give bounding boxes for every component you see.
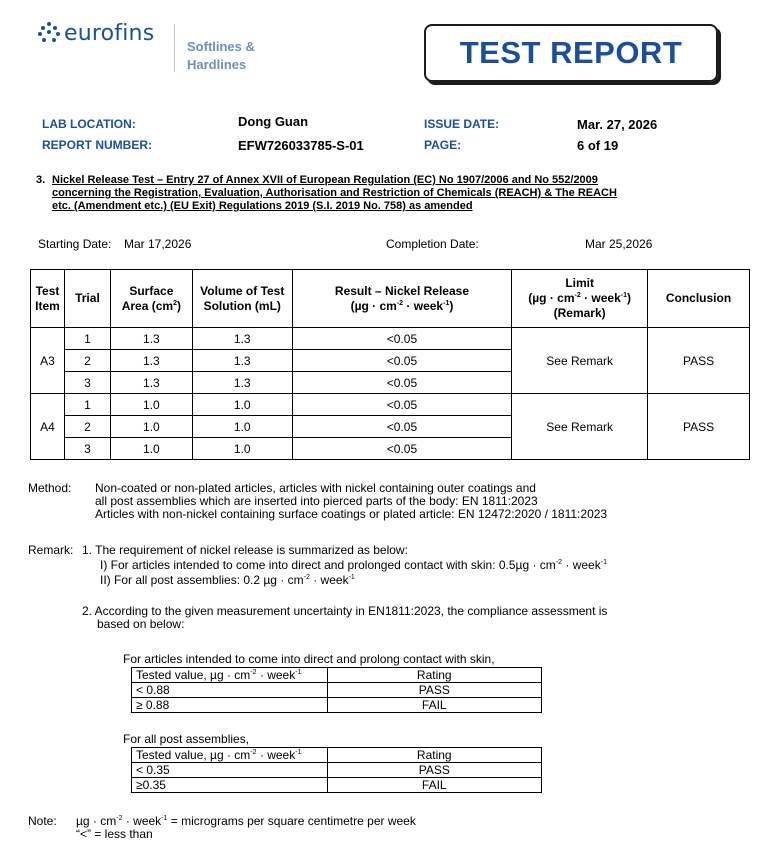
note-line-2: “<” = less than (76, 827, 153, 841)
header-test-item: Test Item (31, 270, 65, 328)
eurofins-dots-icon (38, 22, 60, 44)
conclusion-cell: PASS (648, 394, 750, 460)
criteria-rating-cell: FAIL (327, 778, 541, 793)
test-report-badge (424, 24, 718, 82)
test-item-cell: A4 (31, 394, 65, 460)
starting-date-value: Mar 17,2026 (124, 237, 192, 251)
criteria-skin-header-rating: Rating (327, 668, 541, 683)
criteria-post-header-rating: Rating (327, 748, 541, 763)
lab-location-label: LAB LOCATION: (42, 117, 136, 131)
criteria-rating-cell: FAIL (327, 698, 541, 713)
remark-2-line-1: 2. According to the given measurement uncertainty in EN1811:2023, the compliance assessment is (82, 604, 608, 618)
trial-cell: 3 (64, 438, 110, 460)
page-value: 6 of 19 (577, 138, 619, 153)
header-trial: Trial (64, 270, 110, 328)
limit-cell: See Remark (512, 328, 648, 394)
table-row (132, 698, 542, 713)
section-heading-line-3: etc. (Amendment etc.) (EU Exit) Regulations 2019 (S.I. 2019 No. 758) as amended (52, 200, 473, 212)
header-volume: Volume of Test Solution (mL) (192, 270, 292, 328)
result-cell: <0.05 (292, 416, 512, 438)
table-row (132, 763, 542, 778)
note-text (76, 815, 416, 841)
conclusion-cell: PASS (648, 328, 750, 394)
method-line-1: Non-coated or non-plated articles, articles with nickel containing outer coatings and (95, 481, 536, 495)
criteria-value-cell: ≥ 0.88 (132, 698, 328, 713)
result-cell: <0.05 (292, 350, 512, 372)
trial-cell: 2 (64, 416, 110, 438)
header-result: Result – Nickel Release ($\mu g \cdot cm^{-2}$ · week$^{-1}$) (292, 270, 512, 328)
section-heading (36, 174, 741, 213)
result-cell: <0.05 (292, 328, 512, 350)
criteria-value-cell: < 0.35 (132, 763, 328, 778)
remark-2 (82, 605, 607, 631)
issue-date-value: Mar. 27, 2026 (577, 117, 658, 132)
table-row (132, 748, 542, 763)
report-number-label: REPORT NUMBER: (42, 138, 152, 152)
page-label: PAGE: (424, 138, 462, 152)
result-cell: <0.05 (292, 438, 512, 460)
table-header-row (31, 270, 750, 328)
area-cell: 1.0 (110, 438, 192, 460)
report-number-value: EFW726033785-S-01 (238, 138, 364, 153)
table-row (31, 394, 750, 416)
method-text (95, 482, 607, 521)
criteria-skin-header-value: Tested value, $\mu g \cdot cm^{-2}$ · week$^{-1}$ (132, 668, 328, 683)
limit-cell: See Remark (512, 394, 648, 460)
note-line-1: $\mu g \cdot cm^{-2}$ · week$^{-1}$ = micrograms per square centimetre per week (76, 814, 416, 828)
area-cell: 1.3 (110, 350, 192, 372)
area-cell: 1.3 (110, 328, 192, 350)
lab-location-value: Dong Guan (238, 114, 309, 129)
criteria-skin-caption: For articles intended to come into direct and prolong contact with skin, (123, 652, 495, 666)
trial-cell: 1 (64, 394, 110, 416)
volume-cell: 1.3 (192, 328, 292, 350)
volume-cell: 1.3 (192, 372, 292, 394)
logo-wordmark: eurofins (64, 20, 155, 46)
area-cell: 1.0 (110, 394, 192, 416)
area-cell: 1.0 (110, 416, 192, 438)
division-line-1: Softlines & (187, 39, 255, 54)
method-line-2: all post assemblies which are inserted into pierced parts of the body: EN 1811:2023 (95, 494, 538, 508)
table-row (132, 668, 542, 683)
trial-cell: 3 (64, 372, 110, 394)
volume-cell: 1.0 (192, 416, 292, 438)
section-heading-line-1: Nickel Release Test – Entry 27 of Annex XVII of European Regulation (EC) No 1907/2006 and No 552/2009 (52, 174, 598, 186)
trial-cell: 1 (64, 328, 110, 350)
remark-2-line-2: based on below: (97, 617, 185, 631)
section-number: 3. (36, 174, 46, 186)
result-cell: <0.05 (292, 372, 512, 394)
header-surface-area: Surface Area $(cm^2)$ (110, 270, 192, 328)
completion-date-value: Mar 25,2026 (585, 237, 653, 251)
division-name (187, 38, 255, 74)
volume-cell: 1.0 (192, 438, 292, 460)
header-limit: Limit ($\mu g \cdot cm^{-2}$ · week$^{-1}$) (Remark) (512, 270, 648, 328)
criteria-post-caption: For all post assemblies, (123, 732, 250, 746)
test-item-cell: A3 (31, 328, 65, 394)
completion-date-label: Completion Date: (386, 237, 479, 251)
criteria-skin-table (131, 667, 542, 713)
volume-cell: 1.0 (192, 394, 292, 416)
area-cell: 1.3 (110, 372, 192, 394)
eurofins-logo (38, 18, 154, 48)
division-line-2: Hardlines (187, 57, 247, 72)
remark-1-skin: I) For articles intended to come into direct and prolonged contact with skin: $0.5\mu g \cdot cm^{-2}$ · week$^{-1}$ (100, 558, 607, 572)
criteria-post-table (131, 747, 542, 793)
table-row (132, 778, 542, 793)
test-report-title: TEST REPORT (459, 35, 683, 70)
table-row (31, 328, 750, 350)
criteria-value-cell: < 0.88 (132, 683, 328, 698)
remark-label: Remark: (28, 543, 74, 557)
starting-date-label: Starting Date: (38, 237, 112, 251)
volume-cell: 1.3 (192, 350, 292, 372)
remark-1-post: II) For all post assemblies: 0.2 $\mu g \cdot cm^{-2}$ · week$^{-1}$ (100, 573, 355, 587)
issue-date-label: ISSUE DATE: (424, 117, 500, 131)
table-row (132, 683, 542, 698)
trial-cell: 2 (64, 350, 110, 372)
nickel-release-results-table (30, 269, 750, 460)
result-cell: <0.05 (292, 394, 512, 416)
header-divider (174, 24, 175, 72)
method-line-3: Articles with non-nickel containing surface coatings or plated article: EN 12472:2020 / 1811:2023 (95, 507, 608, 521)
criteria-value-cell: ≥0.35 (132, 778, 328, 793)
criteria-rating-cell: PASS (327, 683, 541, 698)
note-label: Note: (28, 814, 57, 828)
section-heading-line-2: concerning the Registration, Evaluation, Authorisation and Restriction of Chemicals (REACH) & The REACH (52, 187, 617, 199)
remark-1: 1. The requirement of nickel release is summarized as below: (82, 543, 408, 557)
header-conclusion: Conclusion (648, 270, 750, 328)
method-label: Method: (28, 481, 72, 495)
criteria-rating-cell: PASS (327, 763, 541, 778)
criteria-post-header-value: Tested value, $\mu g \cdot cm^{-2}$ · week$^{-1}$ (132, 748, 328, 763)
